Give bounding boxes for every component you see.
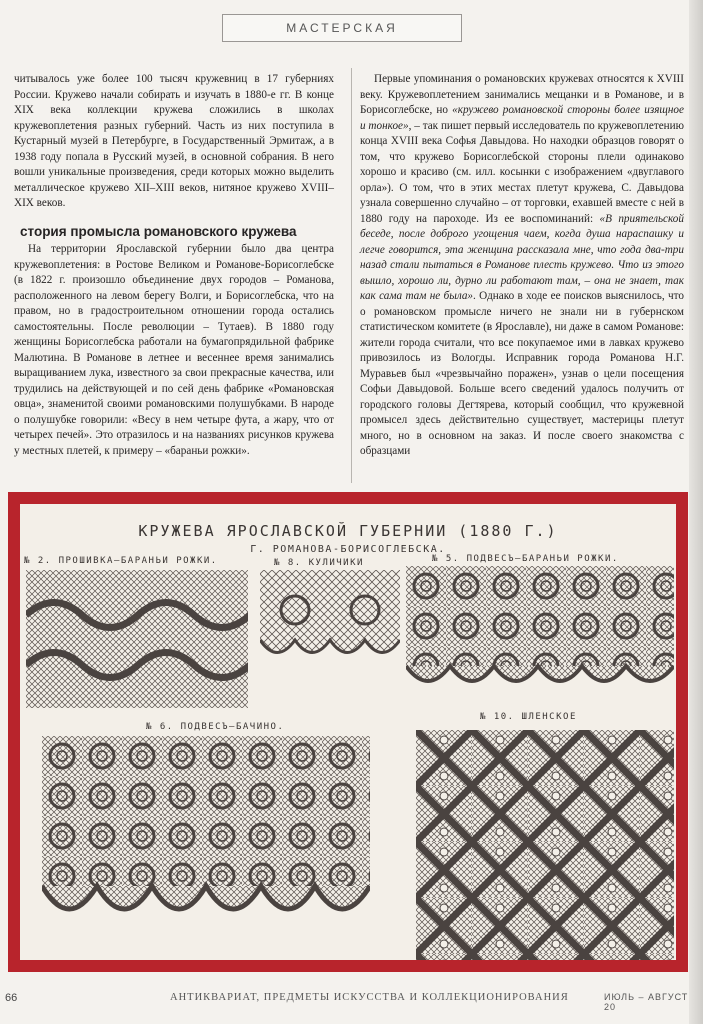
page-edge	[689, 0, 703, 1024]
lace-sample-6	[42, 736, 370, 932]
left-column	[14, 72, 334, 459]
lace-sample-10	[416, 730, 674, 960]
section-heading: стория промысла романовского кружева	[20, 223, 297, 239]
section-header	[222, 14, 462, 42]
lace-label-10: № 10. ШЛЕНСКОЕ	[480, 712, 577, 722]
right-text-a: Первые упоминания о романовских кружевах относятся к XVIII веку. Кружевоплетением занимались мещанки и в Романове, и в Борисоглебске, но	[360, 73, 684, 116]
page-footer	[0, 990, 703, 1010]
lace-label-6: № 6. ПОДВЕСЪ—БАЧИНО.	[146, 722, 285, 732]
issue-date: ИЮЛЬ – АВГУСТ 20	[604, 992, 689, 1012]
right-text-c: . Однако в ходе ее поисков выяснилось, что о романовском промысле ничего не знали ни в губернском статистическом комитете (в Ярославле), ни даже в самом Романове: жители города считали, что все покупаемое ими в лавках кружево привозилось из Вологды. Исправник города Романова Н.Г. Муравьев был «чрезвычайно поражен», узнав о цели посещения Софьи Давыдовой. Больше всего сведений удалось получить от городского головы Дегтярева, который сообщил, что кружевной промысел здесь действительно существует, мастерицы плетут много, но в основном на заказ. И после своего знакомства с образцами	[360, 290, 685, 457]
magazine-title: АНТИКВАРИАТ, ПРЕДМЕТЫ ИСКУССТВА И КОЛЛЕКЦИОНИРОВАНИЯ	[170, 992, 569, 1003]
lace-sample-8	[260, 570, 400, 662]
right-paragraph-1	[360, 72, 684, 460]
lace-figure-frame	[8, 492, 688, 972]
left-paragraph-1: читывалось уже более 100 тысяч кружевниц в 17 губерниях России. Кружево начали собирать и изучать в 1880-е гг. В конце XIX века коллекции кружева сложились в школах кружевоплетения разных губерний. Часть из них поступила в Кустарный музей в Петербурге, в Государственный Эрмитаж, а в 1938 году попала в Русский музей, в основной собрания. В него вошли уникальные произведения, среди которых можно выделить металлическое кружево XII–XIII веков, нитяное кружево XVIII–XIX веков.	[14, 73, 334, 209]
figure-title: КРУЖЕВА ЯРОСЛАВСКОЙ ГУБЕРНИИ (1880 Г.)	[138, 522, 558, 540]
page-number: 66	[5, 992, 18, 1004]
lace-sample-5	[406, 566, 674, 696]
column-divider	[351, 68, 352, 483]
right-text-b: , – так пишет первый исследователь по кружевоплетению конца XVIII века Софья Давыдова. Но находки образцов говорят о том, что кружево Борисоглебской стороны плели одинаково хорошо и красиво (см. илл. косынки с изображением «двуглавого орла»). О том, что в этих местах плетут кружева, С. Давыдова узнала совершенно случайно – от торговки, ехавшей вместе с ней в 1880 году на пароходе. Из ее воспоминаний:	[360, 119, 685, 225]
right-quote-2: «В приятельской беседе, после доброго угощения чаем, когда душа нараспашку и легче говорится, эта женщина рассказала мне, что года два-три назад стали пытаться в Романове плесть кружево. Что из этого вышло, хорошо ли, дурно ли работают там, – она не знает, так как сама там не была»	[360, 212, 684, 302]
right-quote-1: «кружево романовской стороны более изящное и тонкое»	[360, 104, 684, 132]
section-header-text: МАСТЕРСКАЯ	[286, 21, 398, 35]
figure-subtitle: Г. РОМАНОВА-БОРИСОГЛЕБСКА.	[250, 544, 446, 555]
lace-figure	[20, 504, 676, 960]
lace-label-2: № 2. ПРОШИВКА—БАРАНЬИ РОЖКИ.	[24, 556, 218, 566]
lace-label-8: № 8. КУЛИЧИКИ	[274, 558, 364, 568]
lace-sample-2	[26, 570, 248, 708]
lace-label-5: № 5. ПОДВЕСЪ—БАРАНЬИ РОЖКИ.	[432, 554, 619, 564]
right-column	[360, 72, 684, 460]
left-paragraph-2: На территории Ярославской губернии было два центра кружевоплетения: в Ростове Великом и Романове-Борисоглебске (в 1822 г. произошло объединение двух городов – Романова, расположенного на левом берегу Волги, и Борисоглебска, что на правом, но в градостроительном отношении города остались самостоятельны. После революции – Тутаев). В 1880 году женщины Борисоглебска работали на бумагопрядильной фабрике Малютина. В Романове в летнее и весеннее время занимались выращиванием лука, известного за свои прекрасные качества, или трудились на действующей и по сей день фабрике «Романовская овца», знаменитой своими романовскими полушубками. В народе о полушубке говорили: «Весу в нем четыре фута, а жару, что от четырех печей». Это отразилось и на названиях рисунков кружева у местных плетей, к примеру – «бараньи рожки».	[14, 243, 334, 457]
